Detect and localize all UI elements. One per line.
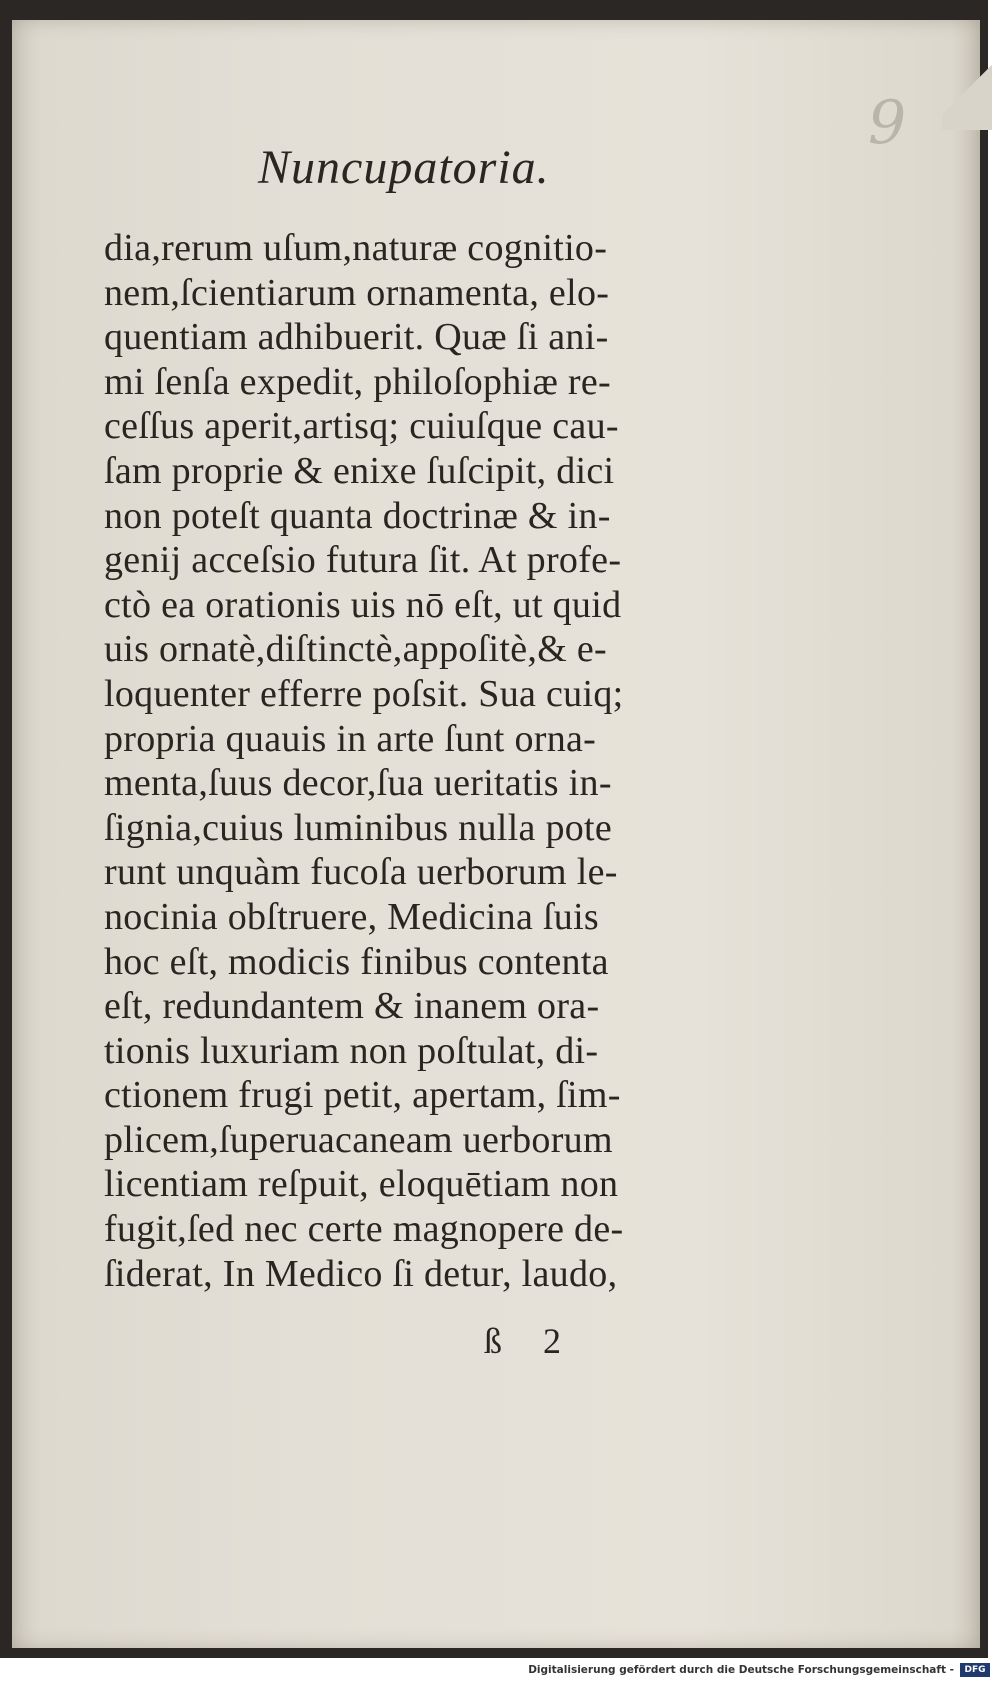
dfg-logo: DFG bbox=[960, 1663, 990, 1677]
text-line: menta,ſuus decor,ſua ueritatis in- bbox=[104, 762, 612, 805]
text-line: hoc eſt, modicis finibus contenta bbox=[104, 940, 609, 983]
running-head: Nuncupatoria. bbox=[258, 141, 550, 194]
text-line: eſt, redundantem & inanem ora- bbox=[104, 985, 600, 1028]
text-line: nocinia obſtruere, Medicina ſuis bbox=[104, 895, 600, 938]
text-line: non poteſt quanta doctrinæ & in- bbox=[104, 494, 611, 537]
text-line: ctò ea orationis uis nō eſt, ut quid bbox=[104, 583, 622, 626]
text-line: tionis luxuriam non poſtulat, di- bbox=[104, 1029, 599, 1072]
text-line: genij acceſsio futura ſit. At profe- bbox=[104, 539, 622, 582]
text-line: runt unquàm fucoſa uerborum le- bbox=[104, 851, 618, 894]
digitization-credit: Digitalisierung gefördert durch die Deutsche Forschungsgemeinschaft - bbox=[528, 1664, 954, 1676]
text-line: loquenter efferre poſsit. Sua cuiq; bbox=[104, 672, 624, 715]
handwritten-page-number: 9 bbox=[868, 88, 907, 158]
text-line: uis ornatè,diſtinctè,appoſitè,& e- bbox=[104, 628, 607, 671]
text-line: ctionem frugi petit, apertam, ſim- bbox=[104, 1074, 621, 1117]
text-line: nem,ſcientiarum ornamenta, elo- bbox=[104, 271, 610, 314]
text-line: licentiam reſpuit, eloquētiam non bbox=[104, 1163, 619, 1206]
text-line: ſam proprie & enixe ſuſcipit, dici bbox=[104, 449, 615, 492]
page-corner-fold bbox=[942, 50, 992, 130]
text-line: mi ſenſa expedit, philoſophiæ re- bbox=[104, 360, 611, 403]
text-line: fugit,ſed nec certe magnopere de- bbox=[104, 1208, 624, 1251]
text-line: ceſſus aperit,artisq; cuiuſque cau- bbox=[104, 405, 619, 448]
signature-mark: ß 2 bbox=[484, 1321, 577, 1361]
text-line: propria quauis in arte ſunt orna- bbox=[104, 717, 597, 760]
text-line: ſiderat, In Medico ſi detur, laudo, bbox=[104, 1252, 618, 1295]
text-line: ſignia,cuius luminibus nulla pote bbox=[104, 806, 613, 849]
text-line: plicem,ſuperuacaneam uerborum bbox=[104, 1118, 613, 1161]
body-text bbox=[104, 226, 684, 1296]
text-line: dia,rerum uſum,naturæ cognitio- bbox=[104, 227, 608, 269]
text-line: quentiam adhibuerit. Quæ ſi ani- bbox=[104, 316, 609, 359]
